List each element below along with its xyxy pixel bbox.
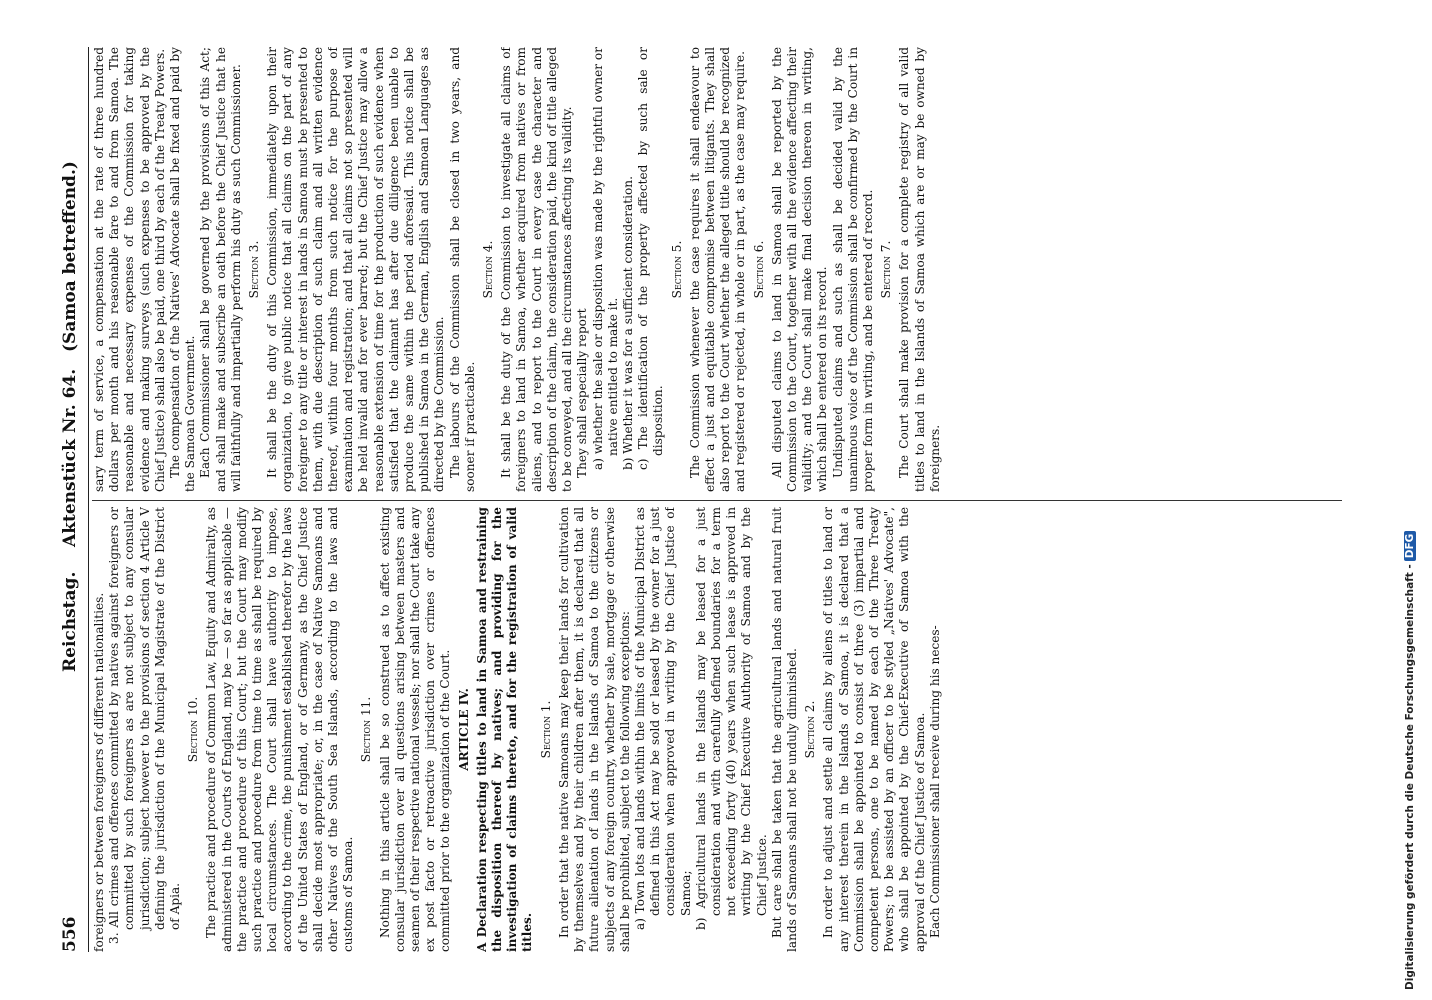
column-right <box>92 47 1342 492</box>
paragraph: The Commission whenever the case requires it shall endeavour to effect a just and equitable compromise between litigants. They shall also report to the Court whether the alleged title should be recognized and registered or rejected, in whole or in part, as the case may require. <box>687 47 748 492</box>
list-item: b) Agricultural lands in the Islands may be leased for a just consideration and with carefully defined boundaries for a term not exceeding forty (40) years when such lease is approved in writing by the Chief Executive Authority of Samoa and by the Chief Justice. <box>693 507 769 930</box>
credit-text: Digitalisierung gefördert durch die Deutsche Forschungsgemeinschaft - <box>1404 564 1416 990</box>
credit-line <box>1404 531 1416 990</box>
section-heading: Section 6. <box>751 240 766 299</box>
section-heading: Section 5. <box>669 240 684 299</box>
page-number: 556 <box>60 916 80 952</box>
header-center: Aktenstück Nr. 64. <box>60 368 80 547</box>
article-title: A Declaration respecting titles to land in Samoa and restraining the disposition thereof by natives; and providing for the investigation of claims thereto, and for the registration of valid titles. <box>474 507 535 952</box>
paragraph: Each Commissioner shall receive during his neces- <box>927 625 942 938</box>
paragraph: foreigners or between foreigners of different nationalities. <box>92 592 106 952</box>
paragraph: The Court shall make provision for a complete registry of all valid titles to land in the Islands of Samoa which are or may be owned by foreigners. <box>897 47 942 492</box>
section-heading: Section 3. <box>247 240 262 299</box>
list-item: b) Whether it was for a sufficient consideration. <box>620 176 635 470</box>
paragraph: Nothing in this article shall be so construed as to affect existing consular jurisdiction over all questions arising between masters and seamen of their respective national vessels; nor shall the Court take any ex post facto or retroactive jurisdiction over crimes or offences committed prior to the organization of the Court. <box>377 507 453 952</box>
column-divider <box>92 500 1342 501</box>
paragraph: But care shall be taken that the agricultural lands and natural fruit lands of Samoans shall not be unduly diminished. <box>769 507 799 952</box>
paragraph: Undisputed claims and such as shall be decided valid by the unanimous voice of the Commission shall be confirmed by the Court in proper form in writing, and be entered of record. <box>830 47 875 492</box>
paragraph: sary term of service, a compensation at the rate of three hundred dollars per month and his reasonable fare to and from Samoa. The reasonable and necessary expenses of the Commission for taking evidence and making surveys (such expenses to be approved by the Chief Justice) shall also be paid, one third by each of the Treaty Powers. <box>92 47 167 492</box>
header-rule <box>88 47 89 952</box>
column-left <box>92 507 1342 952</box>
running-header <box>60 47 86 952</box>
list-item: c) The identification of the property affected by such sale or disposition. <box>636 47 666 470</box>
dfg-logo: DFG <box>1404 531 1416 562</box>
paragraph: The compensation of the Natives' Advocate shall be fixed and paid by the Samoan Government. <box>168 47 198 492</box>
header-right: (Samoa betreffend.) <box>60 161 80 352</box>
section-heading: Section 1. <box>538 700 553 759</box>
paragraph: The labours of the Commission shall be closed in two years, and sooner if practicable. <box>447 47 477 492</box>
paragraph: It shall be the duty of the Commission to investigate all claims of foreigners to land in Samoa, whether acquired from natives or from aliens, and to report to the Court in every case the character and description of the claim, the consideration paid, the kind of title alleged to be conveyed, and all the circumstances affecting its validity. <box>499 47 575 492</box>
section-heading: Section 10. <box>186 696 201 763</box>
paragraph: In order to adjust and settle all claims by aliens of titles to land or any interest therein in the Islands of Samoa, it is declared that a Commission shall be appointed to consist of three (3) impartial and competent persons, one to be named by each of the Three Treaty Powers; to be assisted by an officer to be styled „Natives' Advocate", who shall be appointed by the Chief-Executive of Samoa with the approval of the Chief Justice of Samoa. <box>821 507 927 952</box>
paragraph: Each Commissioner shall be governed by the provisions of this Act; and shall make and subscribe an oath before the Chief Justice that he will faithfully and impartially perform his duty as such Commissioner. <box>198 47 243 492</box>
paragraph: The practice and procedure of Common Law, Equity and Admiralty, as administered in the Courts of England, may be — so far as applicable — the practice and procedure of this Court; but the Court may modify such practice and procedure from time to time as shall be required by local circumstances. The Court shall have authority to impose, according to the crime, the punishment established therefor by the laws of the United States of England, or of Germany, as the Chief Justice shall decide most appropriate; or, in the case of Native Samoans and other Natives of the South Sea Islands, according to the laws and customs of Samoa. <box>204 507 356 952</box>
article-heading: ARTICLE IV. <box>456 688 471 771</box>
section-heading: Section 7. <box>879 240 894 299</box>
digitization-credit <box>1402 0 1424 1000</box>
section-heading: Section 4. <box>481 240 496 299</box>
paragraph: In order that the native Samoans may keep their lands for cultivation by themselves and by their children after them, it is declared that all future alienation of lands in the Islands of Samoa to the citizens or subjects of any foreign country, whether by sale, mortgage or otherwise shall be prohibited, subject to the following exceptions: <box>556 507 632 952</box>
paragraph: It shall be the duty of this Commission, immediately upon their organization, to give public notice that all claims on the part of any foreigner to any title or interest in lands in Samoa must be presented to them, with due description of such claim and all written evidence thereof, within four months from such notice for the purpose of examination and registration; and that all claims not so presented will be held invalid and for ever barred; but the Chief Justice may allow a reasonable extension of time for the production of such evidence when satisfied that the claimant has after due diligence been unable to produce the same within the period aforesaid. This notice shall be published in Samoa in the German, English and Samoan Languages as directed by the Commission. <box>265 47 447 492</box>
paragraph: They shall especially report <box>575 308 590 478</box>
paragraph: All disputed claims to land in Samoa shall be reported by the Commission to the Court, together with all the evidence affecting their validity; and the Court shall make final decision thereon in writing, which shall be entered on its record. <box>769 47 830 492</box>
section-heading: Section 11. <box>359 696 374 763</box>
list-item: a) whether the sale or disposition was made by the rightful owner or native entitled to make it. <box>590 47 620 470</box>
section-heading: Section 2. <box>803 700 818 759</box>
header-left: Reichstag. <box>60 571 80 672</box>
paragraph: 3. All crimes and offences committed by natives against foreigners or committed by such foreigners as are not subject to any consular jurisdiction; subject however to the provisions of section 4 Article V defining the jurisdiction of the Municipal Magistrate of the District of Apia. <box>107 507 183 944</box>
list-item: a) Town lots and lands within the limits of the Municipal District as defined in this Act may be sold or leased by the owner for a just consideration when approved in writing by the Chief Justice of Samoa; <box>632 507 693 930</box>
